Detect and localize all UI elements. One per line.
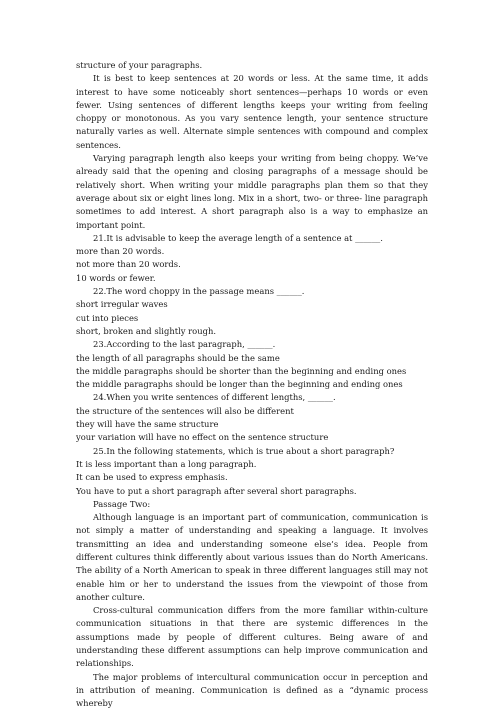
option-line: cut into pieces [76,312,139,323]
question-22: 22.The word choppy in the passage means ______. [93,286,305,297]
section-heading: Passage Two: [93,498,151,509]
option-line: short, broken and slightly rough. [76,325,217,336]
option-line: more than 20 words. [76,246,165,257]
paragraph: Cross-cultural communication differs from the more familiar within-culture communication situations in that there are systemic differences in the assumptions made by people of different cultures. Being aware of and understanding these different assumptions can help improve communication and relationships. [76,605,428,669]
option-line: You have to put a short paragraph after several short paragraphs. [76,485,357,496]
option-line: the length of all paragraphs should be the same [76,352,280,363]
option-line: the middle paragraphs should be longer than the beginning and ending ones [76,379,403,390]
paragraph: Although language is an important part of communication, communication is not simply a matter of understanding and speaking a language. It involves transmitting an idea and understanding someone else’s idea. People from different cultures think differently about various issues than do North Americans. The ability of a North American to speak in three different languages still may not enable him or her to understand the issues from the viewpoint of those from another culture. [76,512,428,602]
paragraph: The major problems of intercultural communication occur in perception and in attribution of meaning. Communication is defined as a “dynamic process whereby [76,671,428,709]
option-line: the middle paragraphs should be shorter than the beginning and ending ones [76,365,407,376]
option-line: the structure of the sentences will also be different [76,405,294,416]
paragraph: It is best to keep sentences at 20 words or less. At the same time, it adds interest to have some noticeably short sentences—perhaps 10 words or even fewer. Using sentences of different lengths keeps your writing from feeling choppy or monotonous. As you vary sentence length, your sentence structure naturally varies as well. Alternate simple sentences with compound and complex sentences. [76,73,428,150]
document-page [76,59,428,711]
option-line: 10 words or fewer. [76,272,156,283]
question-23: 23.According to the last paragraph, ______. [93,339,276,350]
option-line: they will have the same structure [76,419,219,430]
option-line: short irregular waves [76,299,168,310]
question-21: 21.It is advisable to keep the average length of a sentence at ______. [93,232,383,243]
question-24: 24.When you write sentences of different lengths, ______. [93,392,336,403]
text-line: structure of your paragraphs. [76,60,203,70]
paragraph: Varying paragraph length also keeps your writing from being choppy. We’ve already said that the opening and closing paragraphs of a message should be relatively short. When writing your middle paragraphs plan them so that they average about six or eight lines long. Mix in a short, two- or three- line paragraph sometimes to add interest. A short paragraph also is a way to emphasize an important point. [76,153,428,230]
option-line: not more than 20 words. [76,259,181,270]
option-line: It can be used to express emphasis. [76,472,228,483]
option-line: It is less important than a long paragraph. [76,458,257,469]
option-line: your variation will have no effect on the sentence structure [76,432,329,443]
question-25: 25.In the following statements, which is true about a short paragraph? [93,445,395,456]
